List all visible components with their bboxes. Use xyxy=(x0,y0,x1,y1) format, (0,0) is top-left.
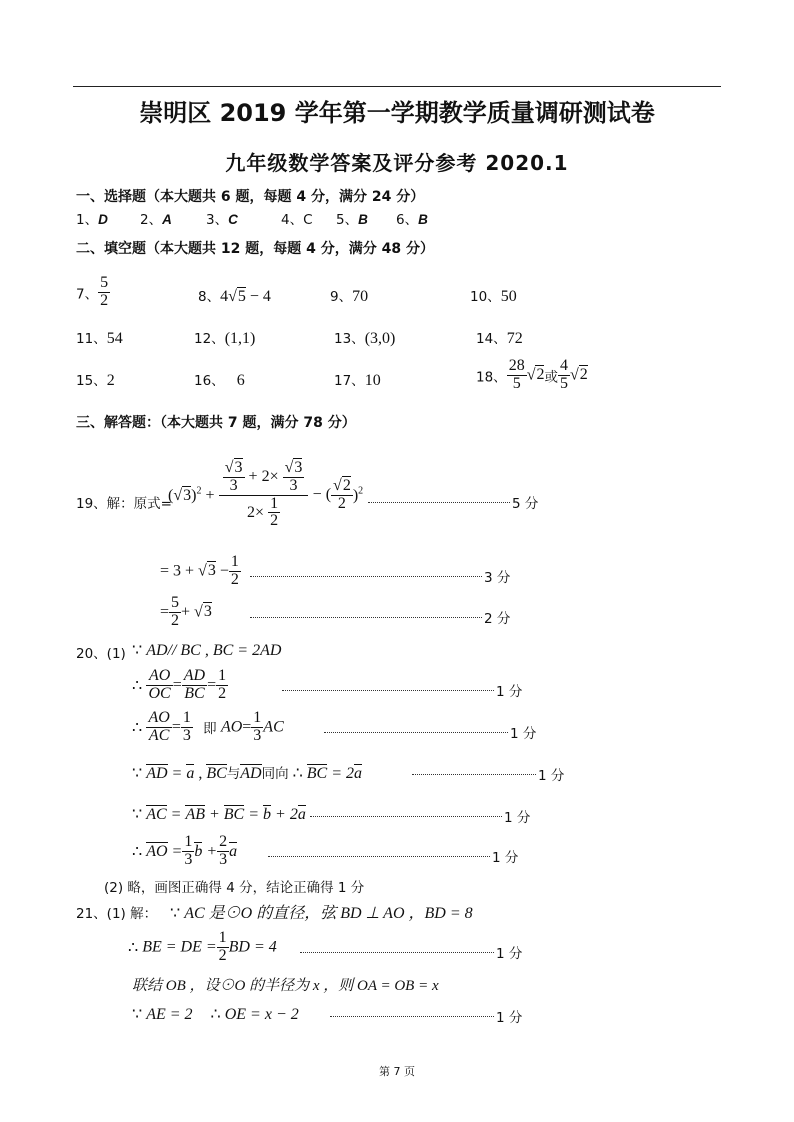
header-rule xyxy=(73,86,721,87)
section3-heading: 三、解答题：（本大题共 7 题，满分 78 分） xyxy=(76,415,356,431)
q20-given: ∵ AD// BC , BC = 2AD xyxy=(132,642,282,659)
q20-points-4: 1 分 xyxy=(504,810,531,826)
q19-points-3: 2 分 xyxy=(484,611,511,627)
q20-dots-2 xyxy=(324,732,508,733)
q19-expression: $(√3)^2$ + $\frac{√3}{3}$ + 2× $\frac{√3}{3}$ 2× $\frac{1}{2}$ − ( $\frac{√2}{2}$ )$^2$ xyxy=(168,459,364,530)
q21-points-1: 1 分 xyxy=(496,946,523,962)
blank-15: 15、2 xyxy=(76,372,115,389)
document-subtitle: 九年级数学答案及评分参考 2020.1 xyxy=(225,151,569,175)
q20-label: 20、(1) xyxy=(76,646,126,662)
page-number: 第 7 页 xyxy=(379,1065,415,1078)
q21-be-de: ∴ BE = DE = $\frac{1}{2}$ BD = 4 xyxy=(128,929,277,964)
q21-given: ∵ AC 是⊙O 的直径，弦 BD ⊥ AO ，BD = 8 xyxy=(170,905,473,922)
q21-connect: 联结 OB ，设⊙O 的半径为 x ，则 OA = OB = x xyxy=(132,978,439,994)
q21-points-2: 1 分 xyxy=(496,1010,523,1026)
blank-11: 11、54 xyxy=(76,330,123,347)
q20-points-1: 1 分 xyxy=(496,684,523,700)
q20-ac-vector: ∵ AC = AB + BC = b + 2a xyxy=(132,806,306,823)
q21-dots-1 xyxy=(300,952,494,953)
q20-part2: (2) 略，画图正确得 4 分，结论正确得 1 分 xyxy=(104,880,365,896)
q20-points-5: 1 分 xyxy=(492,850,519,866)
section2-heading: 二、填空题（本大题共 12 题，每题 4 分，满分 48 分） xyxy=(76,241,434,257)
answer-1: 1、D xyxy=(76,212,108,228)
blank-18: 18、 $\frac{28}{5}$ √2或 $\frac{4}{5}$ √2 xyxy=(476,357,588,392)
q20-ao-ac: ∴ $\frac{AO}{AC}$ = $\frac{1}{3}$ 即 AO= $\frac{1}{3}$ AC xyxy=(132,709,284,744)
q20-dots-4 xyxy=(310,816,502,817)
blank-9: 9、70 xyxy=(330,288,369,305)
q19-dots-3 xyxy=(250,617,482,618)
answer-3: 3、C xyxy=(206,212,238,228)
blank-14: 14、72 xyxy=(476,330,523,347)
q19-points-2: 3 分 xyxy=(484,570,511,586)
blank-13: 13、(3,0) xyxy=(334,330,396,347)
section1-heading: 一、选择题（本大题共 6 题，每题 4 分，满分 24 分） xyxy=(76,189,425,205)
q20-dots-1 xyxy=(282,690,494,691)
q20-ratio: ∴ $\frac{AO}{OC}$ = $\frac{AD}{BC}$ = $\frac{1}{2}$ xyxy=(132,667,227,702)
q19-dots-1 xyxy=(368,502,510,503)
blank-16: 16、 6 xyxy=(194,372,245,389)
answer-5: 5、B xyxy=(336,212,368,228)
q20-ao-vector: ∴ AO = $\frac{1}{3}$ b + $\frac{2}{3}$ a xyxy=(132,833,238,868)
q20-points-2: 1 分 xyxy=(510,726,537,742)
answer-2: 2、A xyxy=(140,212,172,228)
q21-ae-oe: ∵ AE = 2 ∴ OE = x − 2 xyxy=(132,1006,299,1023)
blank-17: 17、10 xyxy=(334,372,381,389)
q20-vectors: ∵ AD = a , BC与AD同向 ∴ BC = 2a xyxy=(132,765,363,782)
answer-4: 4、C xyxy=(281,212,313,228)
blank-7: 7、 $\frac{5}{2}$ xyxy=(76,274,109,309)
q20-dots-5 xyxy=(268,856,490,857)
q20-dots-3 xyxy=(412,774,536,775)
q21-dots-2 xyxy=(330,1016,494,1017)
q19-points-1: 5 分 xyxy=(512,496,539,512)
blank-8: 8、4√5 − 4 xyxy=(198,288,271,305)
q19-step3: = $\frac{5}{2}$ + √3 xyxy=(160,594,212,629)
q20-points-3: 1 分 xyxy=(538,768,565,784)
document-title: 崇明区 2019 学年第一学期教学质量调研测试卷 xyxy=(139,99,655,127)
q19-dots-2 xyxy=(250,576,482,577)
blank-10: 10、50 xyxy=(470,288,517,305)
q19-label: 19、解：原式= xyxy=(76,496,172,512)
answer-6: 6、B xyxy=(396,212,428,228)
q19-step2: = 3 + √3 − $\frac{1}{2}$ xyxy=(160,553,239,588)
blank-12: 12、(1,1) xyxy=(194,330,256,347)
q21-label: 21、(1) 解： xyxy=(76,906,158,922)
